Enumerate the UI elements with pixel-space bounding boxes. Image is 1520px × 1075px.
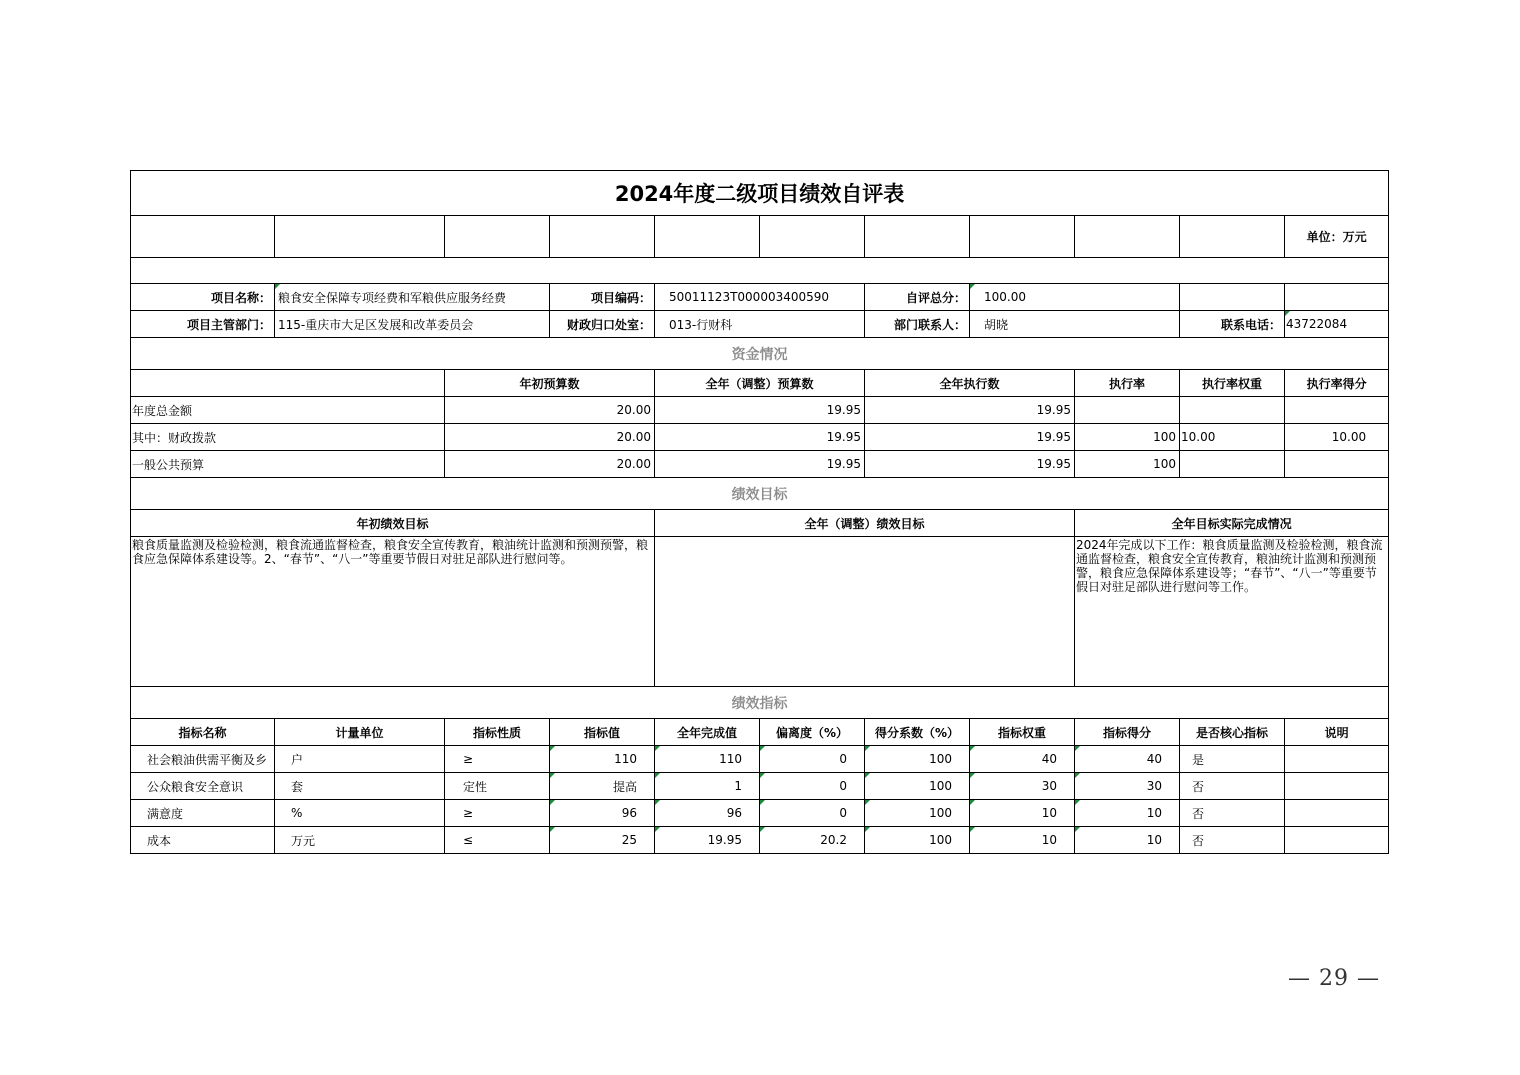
ind-score[interactable]: 30 <box>1075 773 1180 800</box>
ind-name[interactable]: 满意度 <box>131 800 275 827</box>
funds-adjusted[interactable]: 19.95 <box>655 397 865 424</box>
project-name-value[interactable]: 粮食安全保障专项经费和军粮供应服务经费 <box>275 284 550 311</box>
goals-header-adjusted: 全年（调整）绩效目标 <box>655 510 1075 537</box>
ind-name[interactable]: 公众粮食安全意识 <box>131 773 275 800</box>
funds-section-title: 资金情况 <box>131 338 1389 370</box>
ind-header-deviation: 偏离度（%） <box>760 719 865 746</box>
ind-weight[interactable]: 40 <box>970 746 1075 773</box>
funds-score[interactable]: 10.00 <box>1285 424 1389 451</box>
table-row <box>131 827 1389 854</box>
finance-label: 财政归口处室： <box>550 311 655 338</box>
page-title: 2024年度二级项目绩效自评表 <box>131 171 1389 216</box>
phone-label: 联系电话： <box>1180 311 1285 338</box>
ind-core[interactable]: 否 <box>1180 773 1285 800</box>
project-code-value[interactable]: 50011123T000003400590 <box>655 284 865 311</box>
funds-rate[interactable]: 100 <box>1075 451 1180 478</box>
ind-header-core: 是否核心指标 <box>1180 719 1285 746</box>
contact-value[interactable]: 胡晓 <box>970 311 1180 338</box>
funds-executed[interactable]: 19.95 <box>865 397 1075 424</box>
table-row <box>131 800 1389 827</box>
score-value[interactable]: 100.00 <box>970 284 1180 311</box>
funds-score[interactable] <box>1285 451 1389 478</box>
funds-row-label: 其中：财政拨款 <box>131 424 445 451</box>
ind-name[interactable]: 成本 <box>131 827 275 854</box>
unit-label: 单位：万元 <box>1285 216 1389 258</box>
funds-row <box>131 424 1389 451</box>
funds-weight[interactable] <box>1180 397 1285 424</box>
table-row <box>131 746 1389 773</box>
funds-rate[interactable] <box>1075 397 1180 424</box>
ind-header-weight: 指标权重 <box>970 719 1075 746</box>
funds-initial[interactable]: 20.00 <box>445 397 655 424</box>
ind-name[interactable]: 社会粮油供需平衡及乡 <box>131 746 275 773</box>
score-label: 自评总分： <box>865 284 970 311</box>
ind-score[interactable]: 10 <box>1075 800 1180 827</box>
dept-label: 项目主管部门： <box>131 311 275 338</box>
ind-score[interactable]: 10 <box>1075 827 1180 854</box>
ind-actual[interactable]: 1 <box>655 773 760 800</box>
ind-deviation[interactable]: 20.2 <box>760 827 865 854</box>
ind-nature[interactable]: ≥ <box>445 800 550 827</box>
ind-header-unit: 计量单位 <box>275 719 445 746</box>
ind-note[interactable] <box>1285 746 1389 773</box>
finance-value[interactable]: 013-行财科 <box>655 311 865 338</box>
indicators-section-title: 绩效指标 <box>131 687 1389 719</box>
ind-deviation[interactable]: 0 <box>760 800 865 827</box>
funds-weight[interactable]: 10.00 <box>1180 424 1285 451</box>
ind-core[interactable]: 否 <box>1180 800 1285 827</box>
ind-header-coef: 得分系数（%） <box>865 719 970 746</box>
phone-value[interactable]: 43722084 <box>1285 311 1389 338</box>
funds-row-label: 一般公共预算 <box>131 451 445 478</box>
table-row <box>131 773 1389 800</box>
funds-header-executed: 全年执行数 <box>865 370 1075 397</box>
funds-rate[interactable]: 100 <box>1075 424 1180 451</box>
goals-section-title: 绩效目标 <box>131 478 1389 510</box>
ind-coef[interactable]: 100 <box>865 800 970 827</box>
ind-coef[interactable]: 100 <box>865 746 970 773</box>
ind-unit[interactable]: % <box>275 800 445 827</box>
ind-coef[interactable]: 100 <box>865 773 970 800</box>
ind-coef[interactable]: 100 <box>865 827 970 854</box>
project-code-label: 项目编码： <box>550 284 655 311</box>
goals-header-actual: 全年目标实际完成情况 <box>1075 510 1389 537</box>
ind-nature[interactable]: ≥ <box>445 746 550 773</box>
ind-unit[interactable]: 万元 <box>275 827 445 854</box>
page-number: — 29 — <box>1288 966 1380 991</box>
ind-header-value: 指标值 <box>550 719 655 746</box>
evaluation-table <box>130 170 1389 854</box>
funds-row-label: 年度总金额 <box>131 397 445 424</box>
ind-header-score: 指标得分 <box>1075 719 1180 746</box>
ind-nature[interactable]: 定性 <box>445 773 550 800</box>
funds-row <box>131 397 1389 424</box>
ind-header-nature: 指标性质 <box>445 719 550 746</box>
ind-value[interactable]: 96 <box>550 800 655 827</box>
ind-actual[interactable]: 19.95 <box>655 827 760 854</box>
ind-note[interactable] <box>1285 800 1389 827</box>
funds-header-rate: 执行率 <box>1075 370 1180 397</box>
initial-goal-text[interactable]: 粮食质量监测及检验检测，粮食流通监督检查，粮食安全宣传教育，粮油统计监测和预测预警，粮食应急保障体系建设等。2、“春节”、“八一”等重要节假日对驻足部队进行慰问等。 <box>131 537 655 687</box>
ind-note[interactable] <box>1285 827 1389 854</box>
ind-value[interactable]: 提高 <box>550 773 655 800</box>
funds-header-weight: 执行率权重 <box>1180 370 1285 397</box>
ind-unit[interactable]: 套 <box>275 773 445 800</box>
ind-weight[interactable]: 10 <box>970 800 1075 827</box>
ind-deviation[interactable]: 0 <box>760 746 865 773</box>
ind-actual[interactable]: 96 <box>655 800 760 827</box>
funds-weight[interactable] <box>1180 451 1285 478</box>
funds-executed[interactable]: 19.95 <box>865 424 1075 451</box>
funds-header-adjusted: 全年（调整）预算数 <box>655 370 865 397</box>
ind-deviation[interactable]: 0 <box>760 773 865 800</box>
funds-initial[interactable]: 20.00 <box>445 451 655 478</box>
ind-header-note: 说明 <box>1285 719 1389 746</box>
project-name-label: 项目名称： <box>131 284 275 311</box>
ind-value[interactable]: 110 <box>550 746 655 773</box>
ind-unit[interactable]: 户 <box>275 746 445 773</box>
goals-header-initial: 年初绩效目标 <box>131 510 655 537</box>
adjusted-goal-text[interactable] <box>655 537 1075 687</box>
funds-executed[interactable]: 19.95 <box>865 451 1075 478</box>
ind-core[interactable]: 否 <box>1180 827 1285 854</box>
funds-header-score: 执行率得分 <box>1285 370 1389 397</box>
ind-header-actual: 全年完成值 <box>655 719 760 746</box>
contact-label: 部门联系人： <box>865 311 970 338</box>
ind-score[interactable]: 40 <box>1075 746 1180 773</box>
funds-score[interactable] <box>1285 397 1389 424</box>
ind-value[interactable]: 25 <box>550 827 655 854</box>
funds-row <box>131 451 1389 478</box>
funds-initial[interactable]: 20.00 <box>445 424 655 451</box>
funds-adjusted[interactable]: 19.95 <box>655 451 865 478</box>
ind-nature[interactable]: ≤ <box>445 827 550 854</box>
funds-adjusted[interactable]: 19.95 <box>655 424 865 451</box>
dept-value[interactable]: 115-重庆市大足区发展和改革委员会 <box>275 311 550 338</box>
ind-actual[interactable]: 110 <box>655 746 760 773</box>
ind-core[interactable]: 是 <box>1180 746 1285 773</box>
ind-note[interactable] <box>1285 773 1389 800</box>
ind-header-name: 指标名称 <box>131 719 275 746</box>
actual-completion-text[interactable]: 2024年完成以下工作：粮食质量监测及检验检测，粮食流通监督检查，粮食安全宣传教育，粮油统计监测和预测预警，粮食应急保障体系建设等；“春节”、“八一”等重要节假日对驻足部队进行慰问等工作。 <box>1075 537 1389 687</box>
funds-header-initial: 年初预算数 <box>445 370 655 397</box>
ind-weight[interactable]: 10 <box>970 827 1075 854</box>
ind-weight[interactable]: 30 <box>970 773 1075 800</box>
